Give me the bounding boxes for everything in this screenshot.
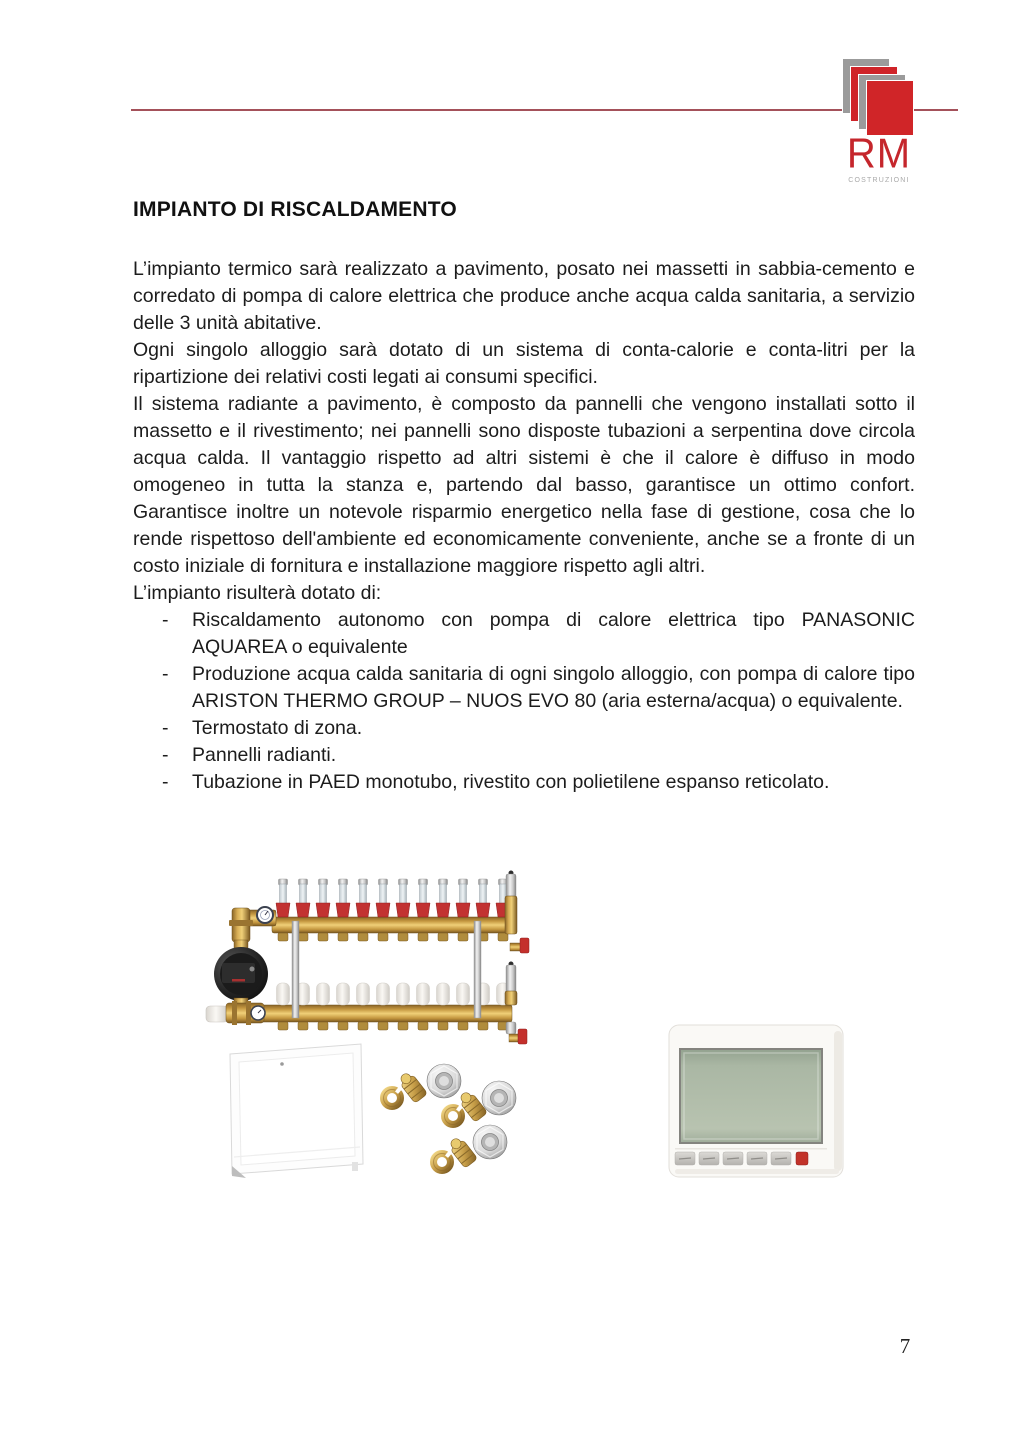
list-item xyxy=(133,742,915,769)
paragraph-4: L’impianto risulterà dotato di: xyxy=(133,582,382,604)
list-item-text: Tubazione in PAED monotubo, rivestito con polietilene espanso reticolato. xyxy=(192,771,830,793)
list-item xyxy=(133,769,915,796)
zone-thermostat-photo xyxy=(663,1021,849,1189)
logo-subtext: COSTRUZIONI xyxy=(848,177,910,184)
company-logo xyxy=(842,58,916,184)
list-item xyxy=(133,661,915,715)
manifold-cabinet-photo xyxy=(224,1038,369,1183)
list-item-text: Produzione acqua calda sanitaria di ogni singolo alloggio, con pompa di calore tipo ARISTON THERMO GROUP – NUOS EVO 80 (aria esterna/acqua) o equivalente. xyxy=(192,663,915,712)
list-item xyxy=(133,715,915,742)
page-title: IMPIANTO DI RISCALDAMENTO xyxy=(133,198,457,221)
paragraph-3: Il sistema radiante a pavimento, è composto da pannelli che vengono installati sotto il massetto e il rivestimento; nei pannelli sono disposte tubazioni a serpentina dove circola acqua calda. Il vantaggio rispetto ad altri sistemi è che il calore è diffuso in modo omogeneo in tutta la stanza e, partendo dal basso, garantisce un ottimo confort. Garantisce inoltre un notevole risparmio energetico nella fase di gestione, cosa che lo rende rispettoso dell'ambiente ed economicamente conveniente, anche se a fronte di un costo iniziale di fornitura e installazione maggiore rispetto agli altri. xyxy=(133,393,915,577)
list-item-marker: - xyxy=(162,663,169,685)
bullet-list xyxy=(133,607,915,796)
list-item-marker: - xyxy=(162,717,169,739)
list-item-marker: - xyxy=(162,744,169,766)
pipe-fittings-photo xyxy=(380,1054,520,1179)
page-number: 7 xyxy=(899,1334,911,1358)
paragraph-2: Ogni singolo alloggio sarà dotato di un sistema di conta-calorie e conta-litri per la ripartizione dei relativi costi legati ai consumi specifici. xyxy=(133,339,915,388)
list-item-text: Pannelli radianti. xyxy=(192,744,337,766)
list-item xyxy=(133,607,915,661)
text-block xyxy=(133,197,915,796)
list-item-marker: - xyxy=(162,609,169,631)
logo-text: RM xyxy=(846,130,912,178)
header-rule xyxy=(131,109,958,111)
logo-squares-icon xyxy=(842,58,916,138)
paragraph-1: L’impianto termico sarà realizzato a pavimento, posato nei massetti in sabbia-cemento e corredato di pompa di calore elettrica che produce anche acqua calda sanitaria, a servizio delle 3 unità abitative. xyxy=(133,258,915,334)
list-item-marker: - xyxy=(162,771,169,793)
list-item-text: Termostato di zona. xyxy=(192,717,363,739)
list-item-text: Riscaldamento autonomo con pompa di calore elettrica tipo PANASONIC AQUAREA o equivalente xyxy=(192,609,915,658)
floor-heating-manifold-photo xyxy=(202,866,537,1066)
